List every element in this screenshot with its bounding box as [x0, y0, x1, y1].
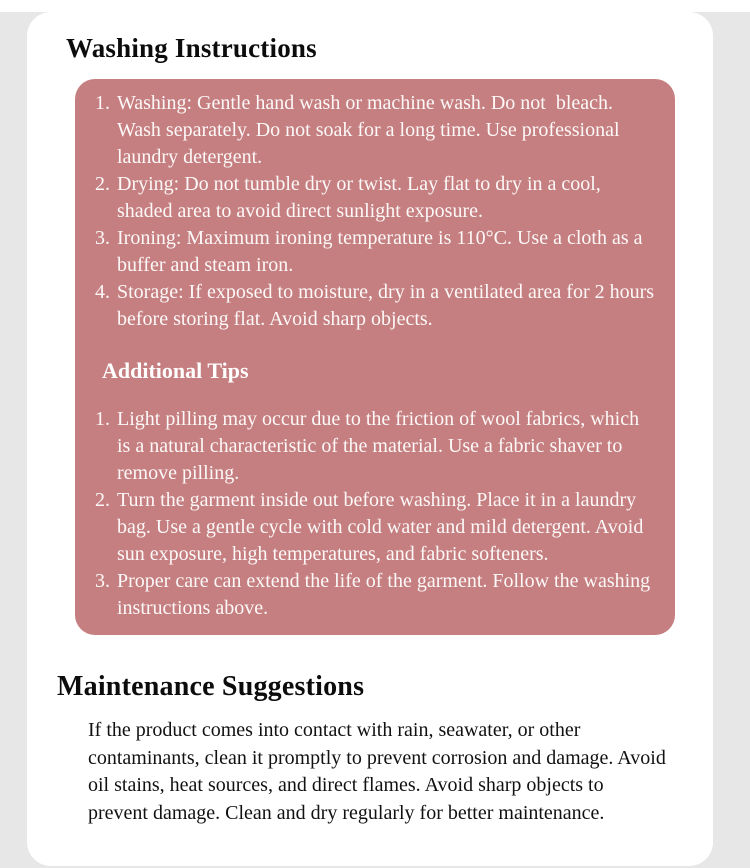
additional-tips-title: Additional Tips — [102, 358, 249, 383]
previous-section-edge — [0, 0, 750, 12]
additional-tips-list — [89, 406, 657, 622]
washing-instructions-panel — [75, 79, 675, 635]
list-item: 1. Light pilling may occur due to the friction of wool fabrics, which is a natural characteristic of the material. Use a fabric shaver to remove pilling. — [115, 406, 657, 487]
list-item: 4. Storage: If exposed to moisture, dry in a ventilated area for 2 hours before storing flat. Avoid sharp objects. — [115, 279, 657, 333]
washing-instructions-title: Washing Instructions — [66, 33, 317, 63]
list-item: 1. Washing: Gentle hand wash or machine wash. Do not bleach. Wash separately. Do not soak for a long time. Use professional laundry detergent. — [115, 90, 657, 171]
washing-steps-list — [89, 90, 660, 333]
content-card — [27, 12, 713, 866]
list-item: 2. Drying: Do not tumble dry or twist. Lay flat to dry in a cool, shaded area to avoid direct sunlight exposure. — [115, 171, 657, 225]
maintenance-suggestions-body: If the product comes into contact with rain, seawater, or other contaminants, clean it promptly to prevent corrosion and damage. Avoid oil stains, heat sources, and direct flames. Avoid sharp objects to prevent damage. Clean and dry regularly for better maintenance. — [88, 719, 671, 824]
maintenance-suggestions-title: Maintenance Suggestions — [57, 671, 365, 702]
list-item: 2. Turn the garment inside out before washing. Place it in a laundry bag. Use a gentle cycle with cold water and mild detergent. Avoid sun exposure, high temperatures, and fabric softeners. — [115, 487, 657, 568]
list-item: 3. Ironing: Maximum ironing temperature is 110°C. Use a cloth as a buffer and steam iron. — [115, 225, 657, 279]
list-item: 3. Proper care can extend the life of the garment. Follow the washing instructions above. — [115, 568, 657, 622]
